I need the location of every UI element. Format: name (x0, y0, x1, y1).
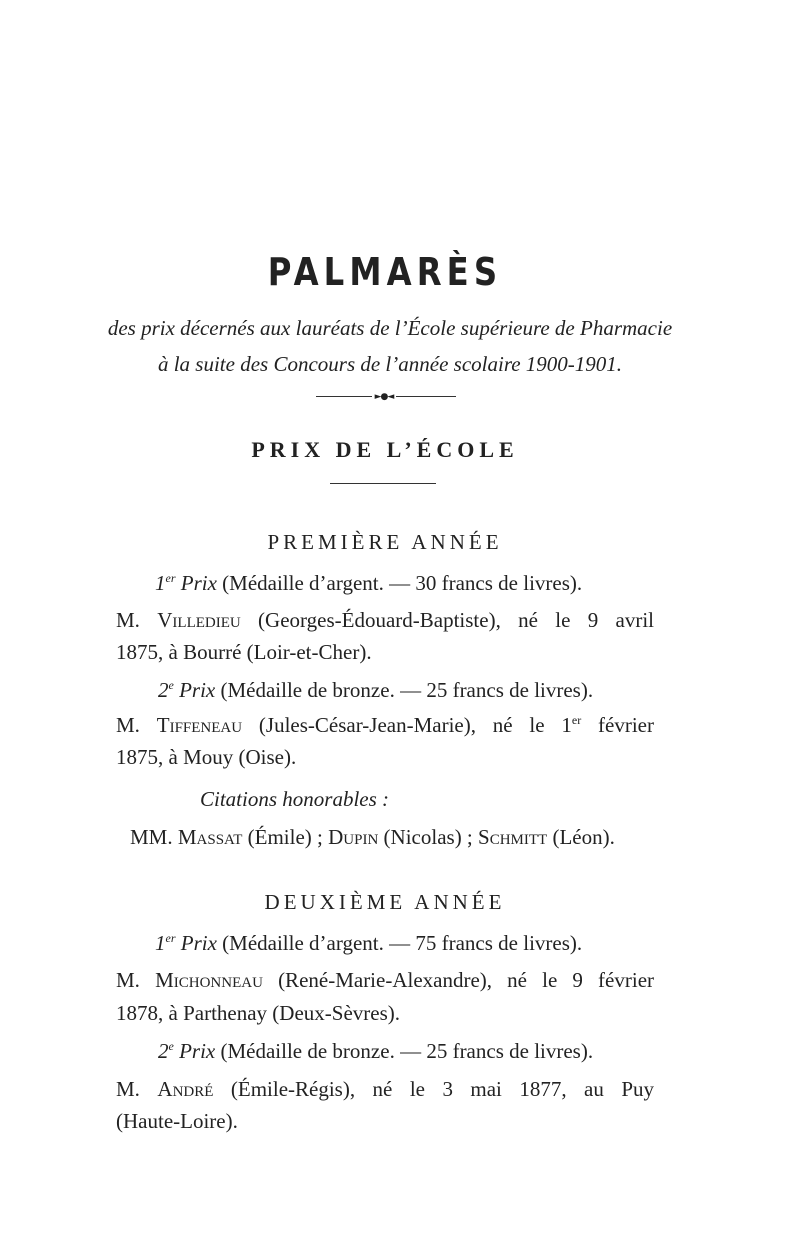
section-rule (330, 483, 436, 484)
laureate-line-villedieu-1: M. Villedieu (Georges-Édouard-Baptiste), né le 9 avril (116, 608, 655, 632)
subtitle-line-2: à la suite des Concours de l’année scolaire 1900-1901. (157, 352, 623, 376)
laureate-line-andre-1: M. André (Émile-Régis), né le 3 mai 1877, au Puy (116, 1077, 655, 1101)
prize-label-first-year-1: 1er Prix (Médaille d’argent. — 30 francs de livres). (155, 571, 583, 595)
laureate-line-tiffeneau-1: M. Tiffeneau (Jules-César-Jean-Marie), né le 1er février (116, 713, 654, 737)
laureate-line-michonneau-1: M. Michonneau (René-Marie-Alexandre), né le 9 février (116, 968, 655, 992)
prize-label-second-year-2: 2e Prix (Médaille de bronze. — 25 francs de livres). (158, 1039, 594, 1063)
year-heading-first: PREMIÈRE ANNÉE (267, 530, 503, 554)
laureate-line-tiffeneau-2: 1875, à Mouy (Oise). (116, 745, 297, 769)
laureate-line-villedieu-2: 1875, à Bourré (Loir-et-Cher). (116, 640, 372, 664)
ornament-divider (316, 392, 456, 402)
prize-label-second-year-1: 1er Prix (Médaille d’argent. — 75 francs de livres). (155, 931, 583, 955)
section-title: PRIX DE L’ÉCOLE (251, 437, 519, 462)
citations-names: MM. Massat (Émile) ; Dupin (Nicolas) ; Schmitt (Léon). (130, 825, 615, 849)
ornament-knot-icon: ►●◄ (374, 392, 394, 402)
laureate-line-michonneau-2: 1878, à Parthenay (Deux-Sèvres). (116, 1001, 400, 1025)
page-title: PALMARÈS (267, 250, 503, 294)
laureate-line-andre-2: (Haute-Loire). (116, 1109, 238, 1133)
prize-label-first-year-2: 2e Prix (Médaille de bronze. — 25 francs de livres). (158, 678, 594, 702)
year-heading-second: DEUXIÈME ANNÉE (264, 890, 506, 914)
citations-label: Citations honorables : (200, 787, 390, 811)
subtitle-line-1: des prix décernés aux lauréats de l’École supérieure de Pharmacie (107, 316, 673, 340)
